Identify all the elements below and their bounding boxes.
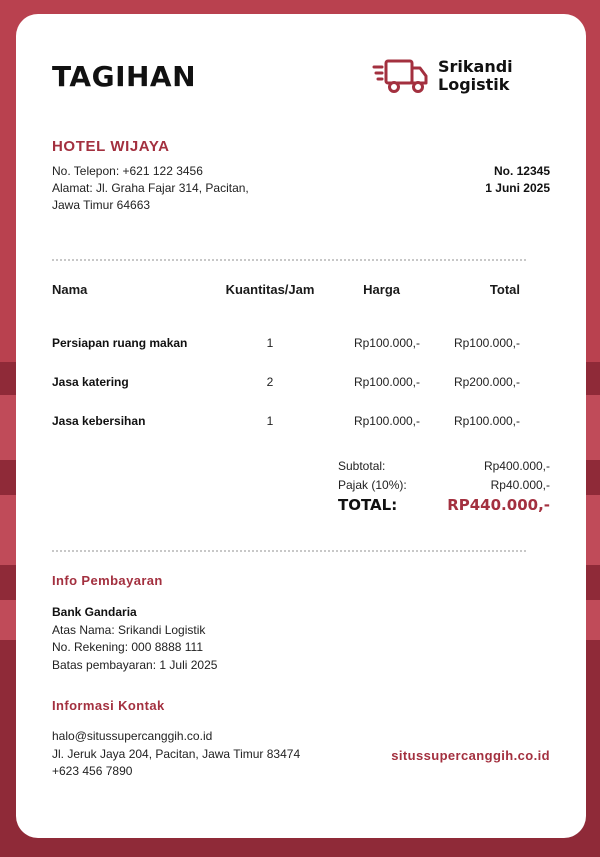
company-name — [438, 58, 513, 94]
payment-heading: Info Pembayaran — [52, 573, 163, 588]
contact-heading: Informasi Kontak — [52, 698, 165, 713]
table-row-name: Persiapan ruang makan — [52, 336, 188, 350]
table-row-total: Rp100.000,- — [453, 336, 520, 350]
invoice-meta — [485, 163, 550, 197]
table-row-total: Rp100.000,- — [453, 414, 520, 428]
table-row-qty: 2 — [266, 375, 274, 389]
table-row-total: Rp200.000,- — [453, 375, 520, 389]
table-row-qty: 1 — [266, 336, 274, 350]
subtotal-label: Subtotal: — [338, 459, 386, 473]
tax-label: Pajak (10%): — [338, 478, 407, 492]
total-label: TOTAL: — [338, 496, 398, 514]
column-header-total: Total — [489, 282, 520, 297]
invoice-number: No. 12345 — [493, 164, 550, 178]
contact-details — [52, 728, 300, 781]
company-name-line1: Srikandi — [438, 57, 513, 76]
column-header-qty: Kuantitas/Jam — [225, 282, 315, 297]
contact-address: Jl. Jeruk Jaya 204, Pacitan, Jawa Timur 83474 — [52, 746, 301, 761]
account-name: Atas Nama: Srikandi Logistik — [52, 622, 206, 637]
client-address-line1: Alamat: Jl. Graha Fajar 314, Pacitan, — [52, 181, 249, 195]
table-row-price: Rp100.000,- — [353, 336, 420, 350]
tax-value: Rp40.000,- — [490, 478, 550, 492]
client-address-line2: Jawa Timur 64663 — [52, 198, 151, 212]
company-logo — [372, 56, 513, 96]
payment-deadline: Batas pembayaran: 1 Juli 2025 — [52, 657, 218, 672]
invoice-title: TAGIHAN — [52, 60, 197, 93]
table-row-qty: 1 — [266, 414, 274, 428]
table-row-price: Rp100.000,- — [353, 414, 420, 428]
delivery-truck-icon — [372, 56, 430, 96]
client-name: HOTEL WIJAYA — [52, 138, 170, 155]
company-name-line2: Logistik — [438, 75, 510, 94]
column-header-name: Nama — [52, 282, 88, 297]
contact-email: halo@situssupercanggih.co.id — [52, 729, 213, 743]
invoice-date: 1 Juni 2025 — [485, 181, 550, 195]
divider — [52, 550, 526, 552]
client-phone: No. Telepon: +621 122 3456 — [52, 164, 203, 178]
column-header-price: Harga — [363, 282, 400, 297]
table-row-name: Jasa kebersihan — [52, 414, 146, 428]
table-row-name: Jasa katering — [52, 375, 129, 389]
payment-details — [52, 604, 217, 674]
subtotal-value: Rp400.000,- — [483, 459, 550, 473]
account-number: No. Rekening: 000 8888 111 — [52, 640, 204, 654]
total-value: RP440.000,- — [447, 496, 550, 514]
table-row-price: Rp100.000,- — [353, 375, 420, 389]
divider — [52, 259, 526, 261]
client-info — [52, 163, 249, 214]
bank-name: Bank Gandaria — [52, 605, 137, 619]
contact-phone: +623 456 7890 — [52, 764, 133, 778]
website-link[interactable]: situssupercanggih.co.id — [391, 748, 550, 763]
